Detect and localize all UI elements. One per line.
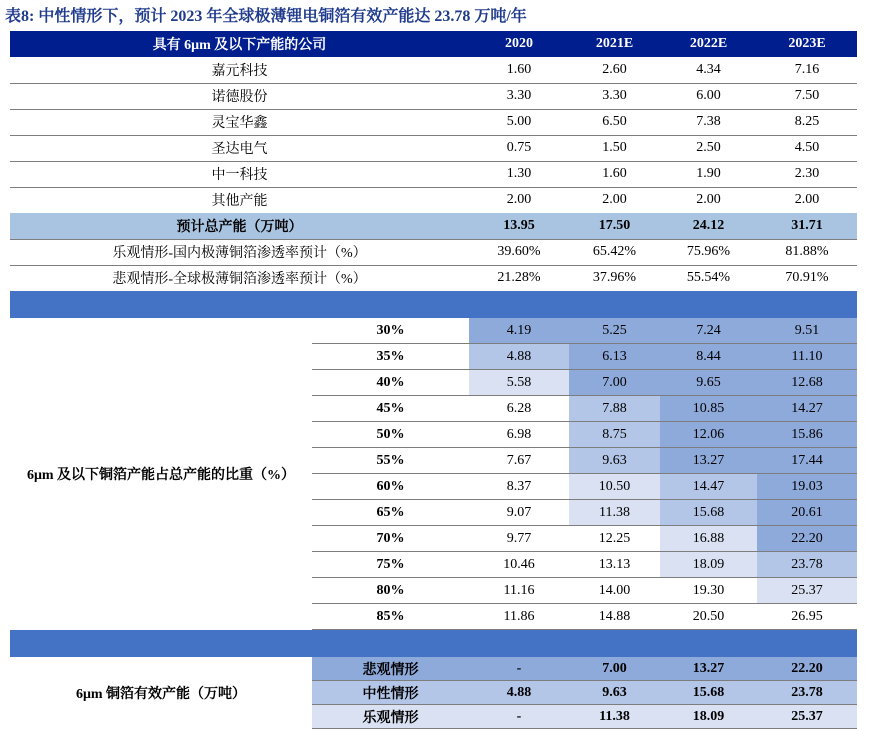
ratio-value: 5.25 bbox=[569, 318, 660, 344]
company-name: 灵宝华鑫 bbox=[211, 116, 268, 131]
total-value: 17.50 bbox=[598, 218, 631, 233]
total-label: 预计总产能（万吨） bbox=[176, 220, 303, 235]
value-cell: 7.50 bbox=[794, 88, 820, 103]
capacity-value: - bbox=[469, 705, 569, 729]
table-title: 表8: 中性情形下，预计 2023 年全球极薄锂电铜箔有效产能达 23.78 万吨/年 bbox=[5, 8, 527, 25]
capacity-value: 23.78 bbox=[757, 681, 857, 705]
ratio-percent: 60% bbox=[312, 474, 469, 500]
value-cell: 5.00 bbox=[506, 114, 532, 129]
ratio-value: 22.20 bbox=[757, 526, 857, 552]
ratio-percent: 85% bbox=[312, 604, 469, 630]
ratio-value: 7.67 bbox=[469, 448, 569, 474]
table-row bbox=[10, 83, 857, 110]
ratio-value: 10.50 bbox=[569, 474, 660, 500]
ratio-value: 8.75 bbox=[569, 422, 660, 448]
ratio-value: 20.50 bbox=[660, 604, 757, 630]
ratio-value: 9.51 bbox=[757, 318, 857, 344]
ratio-value: 19.30 bbox=[660, 578, 757, 604]
ratio-value: 12.06 bbox=[660, 422, 757, 448]
value-cell: 6.50 bbox=[602, 114, 627, 129]
value-cell: 8.25 bbox=[794, 114, 820, 129]
value-cell: 4.34 bbox=[696, 62, 721, 77]
ratio-value: 6.13 bbox=[569, 344, 660, 370]
value-cell: 1.90 bbox=[696, 166, 721, 181]
ratio-value: 10.46 bbox=[469, 552, 569, 578]
capacity-value: 15.68 bbox=[660, 681, 757, 705]
capacity-value: 4.88 bbox=[469, 681, 569, 705]
penetration-value: 21.28% bbox=[497, 270, 541, 285]
ratio-value: 26.95 bbox=[757, 604, 857, 630]
scenario-label: 乐观情形 bbox=[312, 705, 469, 729]
ratio-value: 8.44 bbox=[660, 344, 757, 370]
table-row bbox=[10, 187, 857, 214]
total-value: 31.71 bbox=[791, 218, 823, 233]
year-header: 2022E bbox=[689, 36, 728, 51]
total-value: 13.95 bbox=[503, 218, 535, 233]
ratio-value: 15.86 bbox=[757, 422, 857, 448]
ratio-value: 5.58 bbox=[469, 370, 569, 396]
table-row bbox=[10, 239, 857, 266]
ratio-value: 13.27 bbox=[660, 448, 757, 474]
total-value: 24.12 bbox=[692, 218, 725, 233]
value-cell: 2.00 bbox=[602, 192, 627, 207]
ratio-value: 9.07 bbox=[469, 500, 569, 526]
table-row bbox=[10, 161, 857, 188]
capacity-value: 22.20 bbox=[757, 657, 857, 681]
table-header bbox=[10, 31, 857, 57]
value-cell: 0.75 bbox=[506, 140, 532, 155]
ratio-percent: 55% bbox=[312, 448, 469, 474]
company-name: 中一科技 bbox=[211, 168, 268, 183]
ratio-value: 19.03 bbox=[757, 474, 857, 500]
penetration-value: 39.60% bbox=[497, 244, 541, 259]
ratio-percent: 70% bbox=[312, 526, 469, 552]
value-cell: 6.00 bbox=[696, 88, 721, 103]
ratio-value: 14.47 bbox=[660, 474, 757, 500]
ratio-value: 6.28 bbox=[469, 396, 569, 422]
company-name: 圣达电气 bbox=[211, 142, 268, 157]
ratio-percent: 45% bbox=[312, 396, 469, 422]
company-name: 嘉元科技 bbox=[211, 64, 268, 79]
ratio-value: 10.85 bbox=[660, 396, 757, 422]
ratio-value: 7.00 bbox=[569, 370, 660, 396]
ratio-value: 4.88 bbox=[469, 344, 569, 370]
table-row bbox=[10, 265, 857, 292]
capacity-value: 25.37 bbox=[757, 705, 857, 729]
value-cell: 1.50 bbox=[602, 140, 627, 155]
penetration-value: 81.88% bbox=[785, 244, 829, 259]
table-row bbox=[10, 57, 857, 84]
ratio-value: 14.88 bbox=[569, 604, 660, 630]
penetration-value: 55.54% bbox=[686, 270, 731, 285]
capacity-value: 7.00 bbox=[569, 657, 660, 681]
penetration-value: 70.91% bbox=[785, 270, 829, 285]
value-cell: 1.60 bbox=[602, 166, 627, 181]
value-cell: 3.30 bbox=[506, 88, 532, 103]
company-name: 诺德股份 bbox=[211, 90, 268, 105]
value-cell: 2.50 bbox=[696, 140, 721, 155]
section-band bbox=[10, 291, 857, 318]
capacity-value: - bbox=[469, 657, 569, 681]
table-row bbox=[10, 135, 857, 162]
ratio-value: 11.10 bbox=[757, 344, 857, 370]
ratio-percent: 30% bbox=[312, 318, 469, 344]
ratio-value: 25.37 bbox=[757, 578, 857, 604]
ratio-value: 14.00 bbox=[569, 578, 660, 604]
table-row bbox=[10, 213, 857, 240]
value-cell: 4.50 bbox=[794, 140, 820, 155]
ratio-value: 18.09 bbox=[660, 552, 757, 578]
ratio-value: 23.78 bbox=[757, 552, 857, 578]
year-header: 2020 bbox=[505, 36, 533, 51]
company-column-header: 具有 6μm 及以下产能的公司 bbox=[152, 38, 327, 53]
penetration-value: 75.96% bbox=[686, 244, 731, 259]
ratio-value: 14.27 bbox=[757, 396, 857, 422]
penetration-value: 37.96% bbox=[592, 270, 637, 285]
ratio-value: 11.38 bbox=[569, 500, 660, 526]
ratio-value: 7.24 bbox=[660, 318, 757, 344]
ratio-value: 9.65 bbox=[660, 370, 757, 396]
capacity-value: 11.38 bbox=[569, 705, 660, 729]
value-cell: 2.00 bbox=[696, 192, 721, 207]
year-header: 2021E bbox=[595, 36, 634, 51]
ratio-value: 7.88 bbox=[569, 396, 660, 422]
ratio-value: 11.86 bbox=[469, 604, 569, 630]
ratio-value: 16.88 bbox=[660, 526, 757, 552]
value-cell: 2.00 bbox=[794, 192, 820, 207]
ratio-percent: 65% bbox=[312, 500, 469, 526]
capacity-value: 9.63 bbox=[569, 681, 660, 705]
ratio-percent: 40% bbox=[312, 370, 469, 396]
section-band bbox=[10, 630, 857, 657]
ratio-value: 6.98 bbox=[469, 422, 569, 448]
value-cell: 1.60 bbox=[506, 62, 532, 77]
value-cell: 1.30 bbox=[506, 166, 532, 181]
ratio-value: 12.68 bbox=[757, 370, 857, 396]
capacity-value: 18.09 bbox=[660, 705, 757, 729]
ratio-value: 4.19 bbox=[469, 318, 569, 344]
ratio-value: 9.63 bbox=[569, 448, 660, 474]
ratio-percent: 50% bbox=[312, 422, 469, 448]
value-cell: 7.38 bbox=[696, 114, 721, 129]
value-cell: 2.00 bbox=[506, 192, 532, 207]
capacity-value: 13.27 bbox=[660, 657, 757, 681]
value-cell: 3.30 bbox=[602, 88, 627, 103]
ratio-value: 15.68 bbox=[660, 500, 757, 526]
ratio-value: 9.77 bbox=[469, 526, 569, 552]
ratio-value: 11.16 bbox=[469, 578, 569, 604]
value-cell: 7.16 bbox=[794, 62, 820, 77]
ratio-percent: 75% bbox=[312, 552, 469, 578]
scenario-label: 中性情形 bbox=[312, 681, 469, 705]
ratio-value: 12.25 bbox=[569, 526, 660, 552]
value-cell: 2.30 bbox=[794, 166, 820, 181]
penetration-label: 乐观情形-国内极薄铜箔渗透率预计（%） bbox=[112, 246, 367, 261]
ratio-value: 8.37 bbox=[469, 474, 569, 500]
ratio-section-label: 6μm 及以下铜箔产能占总产能的比重（%） bbox=[26, 468, 296, 483]
capacity-section-label: 6μm 铜箔有效产能（万吨） bbox=[75, 687, 247, 702]
scenario-label: 悲观情形 bbox=[312, 657, 469, 681]
penetration-label: 悲观情形-全球极薄铜箔渗透率预计（%） bbox=[112, 272, 367, 287]
ratio-value: 17.44 bbox=[757, 448, 857, 474]
ratio-value: 13.13 bbox=[569, 552, 660, 578]
penetration-value: 65.42% bbox=[592, 244, 637, 259]
ratio-percent: 80% bbox=[312, 578, 469, 604]
company-name: 其他产能 bbox=[211, 194, 268, 209]
table-row bbox=[10, 109, 857, 136]
ratio-percent: 35% bbox=[312, 344, 469, 370]
year-header: 2023E bbox=[788, 36, 826, 51]
ratio-value: 20.61 bbox=[757, 500, 857, 526]
value-cell: 2.60 bbox=[602, 62, 627, 77]
